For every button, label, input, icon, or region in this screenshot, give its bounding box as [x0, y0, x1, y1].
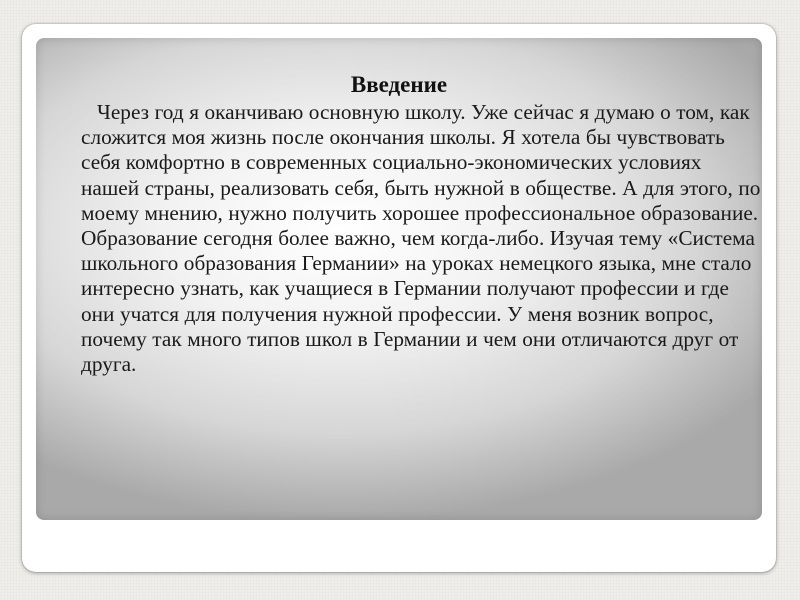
content-panel — [36, 38, 762, 520]
slide-body-text: Через год я оканчиваю основную школу. Уже сейчас я думаю о том, как сложится моя жизнь после окончания школы. Я хотела бы чувствовать себя комфортно в современных социально-экономических условиях нашей страны, реализовать себя, быть нужной в обществе. А для этого, по моему мнению, нужно получить хорошее профессиональное образование. Образование сегодня более важно, чем когда-либо. Изучая тему «Система школьного образования Германии» на уроках немецкого языка, мне стало интересно узнать, как учащиеся в Германии получают профессии и где они учатся для получения нужной профессии. У меня возник вопрос, почему так много типов школ в Германии и чем они отличаются друг от друга. — [81, 100, 761, 377]
slide-title: Введение — [350, 72, 448, 97]
slide-frame — [22, 24, 776, 572]
